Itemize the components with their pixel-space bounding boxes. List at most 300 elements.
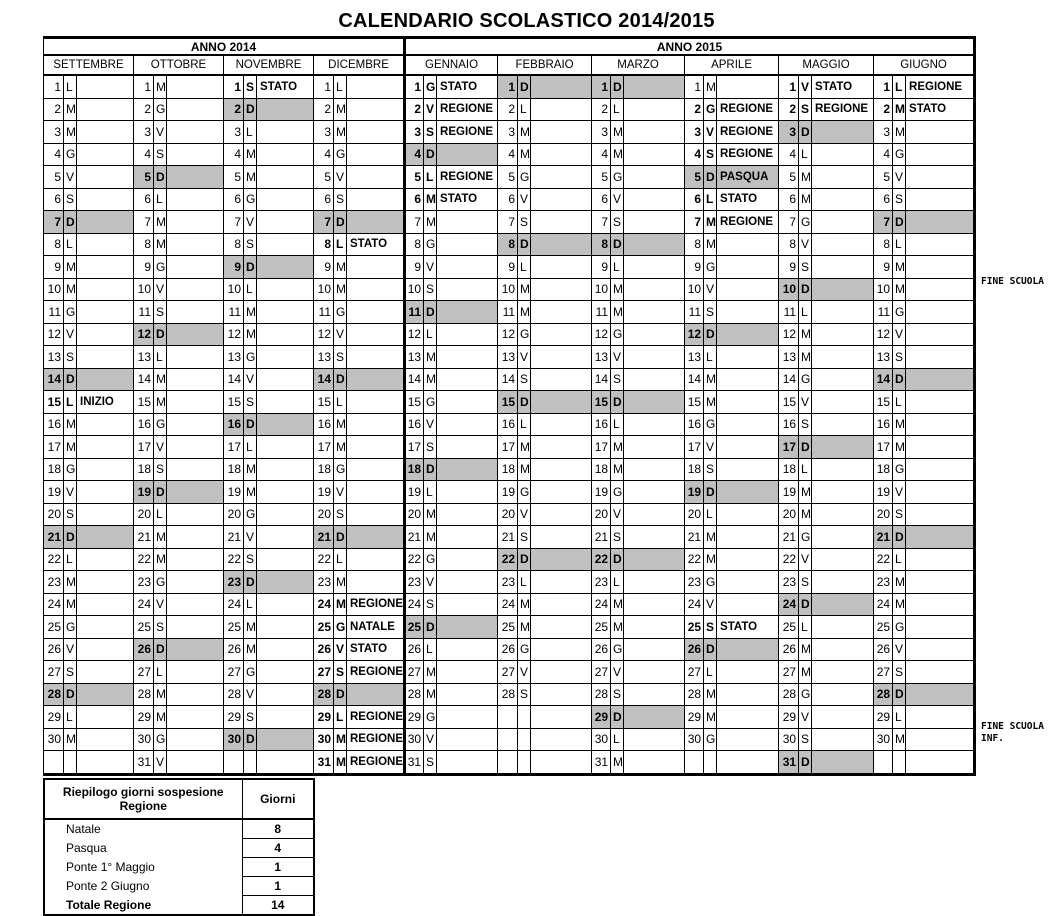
day-number: 8 bbox=[44, 233, 64, 256]
day-note bbox=[531, 436, 592, 459]
summary-row-name: Ponte 1° Maggio bbox=[44, 858, 242, 877]
day-number: 23 bbox=[224, 571, 244, 594]
day-number: 2 bbox=[874, 98, 893, 121]
day-note bbox=[437, 143, 498, 166]
day-note bbox=[906, 661, 975, 684]
weekday-letter: L bbox=[799, 616, 812, 639]
weekday-letter: M bbox=[518, 143, 531, 166]
summary-total-row bbox=[44, 896, 314, 916]
day-note bbox=[906, 278, 975, 301]
day-note bbox=[812, 638, 874, 661]
weekday-letter: D bbox=[799, 121, 812, 144]
day-number: 25 bbox=[685, 616, 704, 639]
weekday-letter: V bbox=[64, 166, 77, 189]
summary-row bbox=[44, 839, 314, 858]
day-number: 14 bbox=[314, 368, 334, 391]
day-number: 19 bbox=[314, 481, 334, 504]
weekday-letter: M bbox=[64, 728, 77, 751]
weekday-letter: V bbox=[424, 413, 437, 436]
calendar-row bbox=[44, 256, 975, 279]
day-note bbox=[167, 481, 224, 504]
day-note bbox=[812, 323, 874, 346]
day-note: REGIONE bbox=[906, 75, 975, 98]
day-number: 6 bbox=[44, 188, 64, 211]
day-number: 21 bbox=[405, 526, 424, 549]
day-note bbox=[77, 526, 134, 549]
day-number: 28 bbox=[779, 683, 799, 706]
day-note bbox=[906, 616, 975, 639]
month-header: MAGGIO bbox=[779, 55, 874, 75]
day-note bbox=[906, 683, 975, 706]
weekday-letter: G bbox=[334, 301, 347, 324]
day-note bbox=[77, 166, 134, 189]
weekday-letter: D bbox=[611, 391, 624, 414]
day-number: 16 bbox=[779, 413, 799, 436]
day-number: 9 bbox=[134, 256, 154, 279]
weekday-letter: M bbox=[334, 728, 347, 751]
weekday-letter: S bbox=[611, 683, 624, 706]
day-note bbox=[624, 548, 685, 571]
weekday-letter: M bbox=[518, 301, 531, 324]
day-note bbox=[437, 661, 498, 684]
weekday-letter: D bbox=[154, 481, 167, 504]
day-number: 3 bbox=[779, 121, 799, 144]
day-number: 1 bbox=[314, 75, 334, 98]
day-note bbox=[531, 751, 592, 775]
summary-row-value: 8 bbox=[242, 819, 314, 839]
weekday-letter bbox=[518, 706, 531, 729]
day-number: 20 bbox=[874, 503, 893, 526]
day-number: 8 bbox=[592, 233, 611, 256]
day-note bbox=[257, 323, 314, 346]
day-note bbox=[906, 143, 975, 166]
weekday-letter: L bbox=[244, 121, 257, 144]
day-number: 3 bbox=[498, 121, 518, 144]
day-note bbox=[437, 256, 498, 279]
day-number: 13 bbox=[405, 346, 424, 369]
day-number: 29 bbox=[134, 706, 154, 729]
weekday-letter: V bbox=[154, 278, 167, 301]
day-note bbox=[624, 368, 685, 391]
weekday-letter: M bbox=[64, 121, 77, 144]
day-number bbox=[224, 751, 244, 775]
weekday-letter: L bbox=[334, 391, 347, 414]
calendar-row bbox=[44, 391, 975, 414]
day-note bbox=[624, 121, 685, 144]
weekday-letter: D bbox=[611, 233, 624, 256]
weekday-letter: M bbox=[334, 413, 347, 436]
day-number: 3 bbox=[314, 121, 334, 144]
day-number: 11 bbox=[314, 301, 334, 324]
day-number: 25 bbox=[874, 616, 893, 639]
weekday-letter: G bbox=[64, 301, 77, 324]
day-number: 8 bbox=[498, 233, 518, 256]
calendar-row bbox=[44, 278, 975, 301]
day-number bbox=[44, 751, 64, 775]
day-number: 8 bbox=[779, 233, 799, 256]
day-number: 26 bbox=[405, 638, 424, 661]
day-number: 1 bbox=[224, 75, 244, 98]
weekday-letter: V bbox=[424, 98, 437, 121]
weekday-letter: V bbox=[518, 188, 531, 211]
day-number: 20 bbox=[405, 503, 424, 526]
calendar-row bbox=[44, 481, 975, 504]
day-number: 7 bbox=[592, 211, 611, 234]
day-note bbox=[906, 706, 975, 729]
day-number: 26 bbox=[314, 638, 334, 661]
day-note bbox=[531, 98, 592, 121]
day-note bbox=[624, 346, 685, 369]
day-number: 28 bbox=[592, 683, 611, 706]
day-number: 24 bbox=[685, 593, 704, 616]
weekday-letter: M bbox=[799, 638, 812, 661]
weekday-letter: L bbox=[154, 503, 167, 526]
weekday-letter: M bbox=[64, 571, 77, 594]
weekday-letter: G bbox=[518, 166, 531, 189]
day-note bbox=[77, 436, 134, 459]
weekday-letter: L bbox=[611, 256, 624, 279]
day-note bbox=[906, 526, 975, 549]
day-number: 23 bbox=[874, 571, 893, 594]
weekday-letter: V bbox=[154, 436, 167, 459]
summary-row-value: 4 bbox=[242, 839, 314, 858]
day-note bbox=[812, 706, 874, 729]
day-note bbox=[437, 751, 498, 775]
day-number: 19 bbox=[779, 481, 799, 504]
day-number: 11 bbox=[498, 301, 518, 324]
weekday-letter: G bbox=[244, 661, 257, 684]
day-note: STATO bbox=[257, 75, 314, 98]
weekday-letter: V bbox=[704, 593, 717, 616]
weekday-letter: D bbox=[893, 683, 906, 706]
day-note bbox=[77, 368, 134, 391]
weekday-letter: G bbox=[334, 143, 347, 166]
day-note bbox=[257, 233, 314, 256]
weekday-letter: S bbox=[64, 661, 77, 684]
day-note bbox=[167, 548, 224, 571]
day-number: 1 bbox=[498, 75, 518, 98]
weekday-letter: S bbox=[334, 661, 347, 684]
day-note bbox=[717, 571, 779, 594]
calendar-row bbox=[44, 323, 975, 346]
day-number bbox=[498, 706, 518, 729]
weekday-letter: S bbox=[611, 211, 624, 234]
weekday-letter: S bbox=[704, 143, 717, 166]
weekday-letter bbox=[518, 728, 531, 751]
day-note bbox=[167, 503, 224, 526]
day-note bbox=[437, 391, 498, 414]
day-number: 16 bbox=[592, 413, 611, 436]
day-number: 6 bbox=[405, 188, 424, 211]
day-number: 31 bbox=[592, 751, 611, 775]
day-number: 16 bbox=[405, 413, 424, 436]
weekday-letter: D bbox=[424, 143, 437, 166]
day-note bbox=[717, 481, 779, 504]
day-number: 13 bbox=[44, 346, 64, 369]
day-note bbox=[717, 503, 779, 526]
day-number: 17 bbox=[314, 436, 334, 459]
weekday-letter: M bbox=[893, 413, 906, 436]
calendar-row bbox=[44, 188, 975, 211]
day-number: 18 bbox=[44, 458, 64, 481]
weekday-letter: G bbox=[244, 503, 257, 526]
day-number: 20 bbox=[314, 503, 334, 526]
day-note bbox=[437, 368, 498, 391]
weekday-letter: M bbox=[704, 706, 717, 729]
calendar-row bbox=[44, 571, 975, 594]
weekday-letter: G bbox=[334, 458, 347, 481]
weekday-letter: L bbox=[154, 188, 167, 211]
day-note: REGIONE bbox=[347, 706, 405, 729]
weekday-letter: S bbox=[799, 98, 812, 121]
weekday-letter: L bbox=[893, 233, 906, 256]
day-note bbox=[531, 458, 592, 481]
day-number: 24 bbox=[224, 593, 244, 616]
day-number: 1 bbox=[874, 75, 893, 98]
day-number: 24 bbox=[592, 593, 611, 616]
weekday-letter: S bbox=[799, 256, 812, 279]
day-note bbox=[624, 301, 685, 324]
day-note bbox=[624, 638, 685, 661]
day-number: 19 bbox=[405, 481, 424, 504]
day-number: 22 bbox=[224, 548, 244, 571]
weekday-letter: V bbox=[799, 548, 812, 571]
day-number: 22 bbox=[405, 548, 424, 571]
weekday-letter: M bbox=[799, 166, 812, 189]
day-number: 15 bbox=[405, 391, 424, 414]
weekday-letter: M bbox=[334, 256, 347, 279]
day-number: 1 bbox=[134, 75, 154, 98]
day-number: 18 bbox=[498, 458, 518, 481]
weekday-letter: G bbox=[893, 458, 906, 481]
day-number: 6 bbox=[592, 188, 611, 211]
weekday-letter bbox=[64, 751, 77, 775]
day-note bbox=[717, 548, 779, 571]
weekday-letter: D bbox=[244, 728, 257, 751]
day-number: 21 bbox=[685, 526, 704, 549]
weekday-letter: L bbox=[893, 548, 906, 571]
weekday-letter: S bbox=[154, 458, 167, 481]
day-number: 29 bbox=[405, 706, 424, 729]
weekday-letter: M bbox=[64, 413, 77, 436]
day-number: 11 bbox=[592, 301, 611, 324]
calendar-row bbox=[44, 706, 975, 729]
day-note bbox=[437, 728, 498, 751]
day-note bbox=[257, 481, 314, 504]
day-number: 18 bbox=[685, 458, 704, 481]
weekday-letter: G bbox=[64, 616, 77, 639]
day-note bbox=[624, 503, 685, 526]
weekday-letter: G bbox=[244, 346, 257, 369]
day-note bbox=[77, 706, 134, 729]
day-note bbox=[906, 593, 975, 616]
calendar-row bbox=[44, 143, 975, 166]
day-number: 10 bbox=[224, 278, 244, 301]
day-number: 13 bbox=[314, 346, 334, 369]
day-note bbox=[437, 503, 498, 526]
day-note bbox=[347, 481, 405, 504]
day-note bbox=[624, 256, 685, 279]
day-note bbox=[257, 728, 314, 751]
summary-row bbox=[44, 877, 314, 896]
day-note bbox=[77, 728, 134, 751]
day-note bbox=[906, 503, 975, 526]
day-note bbox=[812, 391, 874, 414]
weekday-letter: S bbox=[334, 346, 347, 369]
weekday-letter: D bbox=[424, 458, 437, 481]
weekday-letter: L bbox=[334, 548, 347, 571]
weekday-letter: G bbox=[518, 323, 531, 346]
day-note bbox=[347, 526, 405, 549]
year-header: ANNO 2014 bbox=[44, 38, 405, 56]
day-note bbox=[812, 683, 874, 706]
weekday-letter: V bbox=[611, 188, 624, 211]
weekday-letter bbox=[244, 751, 257, 775]
day-number: 9 bbox=[874, 256, 893, 279]
weekday-letter: M bbox=[154, 368, 167, 391]
day-number: 16 bbox=[134, 413, 154, 436]
day-number: 24 bbox=[134, 593, 154, 616]
weekday-letter: M bbox=[154, 233, 167, 256]
day-number: 29 bbox=[874, 706, 893, 729]
day-note bbox=[347, 278, 405, 301]
weekday-letter: D bbox=[704, 638, 717, 661]
calendar-row bbox=[44, 121, 975, 144]
day-note bbox=[531, 503, 592, 526]
day-note bbox=[257, 526, 314, 549]
day-number: 18 bbox=[405, 458, 424, 481]
day-note bbox=[257, 391, 314, 414]
calendar-row bbox=[44, 233, 975, 256]
day-number: 13 bbox=[498, 346, 518, 369]
calendar-row bbox=[44, 751, 975, 775]
day-number: 27 bbox=[134, 661, 154, 684]
day-number: 12 bbox=[592, 323, 611, 346]
day-note bbox=[906, 346, 975, 369]
day-note bbox=[624, 526, 685, 549]
day-note bbox=[167, 346, 224, 369]
weekday-letter: L bbox=[704, 661, 717, 684]
day-number: 23 bbox=[779, 571, 799, 594]
day-note bbox=[906, 166, 975, 189]
day-note bbox=[257, 661, 314, 684]
day-note bbox=[77, 121, 134, 144]
day-number: 7 bbox=[779, 211, 799, 234]
day-number: 21 bbox=[498, 526, 518, 549]
day-number: 25 bbox=[224, 616, 244, 639]
day-number: 27 bbox=[314, 661, 334, 684]
weekday-letter: V bbox=[893, 638, 906, 661]
day-note bbox=[531, 481, 592, 504]
day-note bbox=[531, 75, 592, 98]
day-note bbox=[167, 323, 224, 346]
day-note bbox=[906, 436, 975, 459]
weekday-letter: M bbox=[611, 278, 624, 301]
day-note bbox=[531, 706, 592, 729]
day-number: 12 bbox=[685, 323, 704, 346]
day-note bbox=[437, 233, 498, 256]
day-number bbox=[685, 751, 704, 775]
weekday-letter: G bbox=[424, 391, 437, 414]
weekday-letter: M bbox=[154, 683, 167, 706]
weekday-letter: M bbox=[518, 593, 531, 616]
weekday-letter: G bbox=[799, 683, 812, 706]
day-number: 12 bbox=[874, 323, 893, 346]
day-note bbox=[531, 391, 592, 414]
day-number: 1 bbox=[592, 75, 611, 98]
weekday-letter: D bbox=[704, 323, 717, 346]
day-note bbox=[624, 211, 685, 234]
day-number: 20 bbox=[44, 503, 64, 526]
day-note bbox=[906, 233, 975, 256]
weekday-letter: M bbox=[518, 458, 531, 481]
day-number: 3 bbox=[405, 121, 424, 144]
day-note bbox=[167, 728, 224, 751]
day-number: 15 bbox=[314, 391, 334, 414]
day-note bbox=[906, 751, 975, 775]
day-number: 18 bbox=[874, 458, 893, 481]
weekday-letter: D bbox=[611, 548, 624, 571]
day-number: 5 bbox=[224, 166, 244, 189]
summary-table bbox=[43, 778, 315, 916]
day-number: 20 bbox=[592, 503, 611, 526]
weekday-letter: V bbox=[244, 683, 257, 706]
day-note: STATO bbox=[347, 233, 405, 256]
weekday-letter: D bbox=[244, 98, 257, 121]
day-number: 17 bbox=[405, 436, 424, 459]
day-number: 5 bbox=[498, 166, 518, 189]
day-note bbox=[77, 661, 134, 684]
day-number: 14 bbox=[685, 368, 704, 391]
day-note: REGIONE bbox=[437, 98, 498, 121]
weekday-letter: L bbox=[424, 323, 437, 346]
day-number: 17 bbox=[224, 436, 244, 459]
day-number: 9 bbox=[314, 256, 334, 279]
day-note bbox=[347, 548, 405, 571]
day-note bbox=[906, 391, 975, 414]
weekday-letter: S bbox=[799, 728, 812, 751]
day-number: 7 bbox=[498, 211, 518, 234]
weekday-letter: G bbox=[334, 616, 347, 639]
day-number: 30 bbox=[874, 728, 893, 751]
calendar-row bbox=[44, 683, 975, 706]
day-number: 30 bbox=[405, 728, 424, 751]
weekday-letter: M bbox=[334, 751, 347, 775]
weekday-letter: G bbox=[611, 166, 624, 189]
day-note bbox=[624, 683, 685, 706]
day-number: 30 bbox=[779, 728, 799, 751]
weekday-letter: D bbox=[611, 706, 624, 729]
day-note: REGIONE bbox=[717, 98, 779, 121]
weekday-letter: V bbox=[424, 256, 437, 279]
year-header: ANNO 2015 bbox=[405, 38, 975, 56]
day-number: 31 bbox=[405, 751, 424, 775]
day-number: 19 bbox=[224, 481, 244, 504]
day-note bbox=[437, 278, 498, 301]
day-note bbox=[717, 301, 779, 324]
day-number: 4 bbox=[44, 143, 64, 166]
day-note bbox=[812, 571, 874, 594]
day-note bbox=[717, 323, 779, 346]
day-note bbox=[257, 413, 314, 436]
day-note bbox=[717, 233, 779, 256]
day-number: 8 bbox=[685, 233, 704, 256]
day-number: 8 bbox=[224, 233, 244, 256]
day-note: STATO bbox=[347, 638, 405, 661]
weekday-letter: V bbox=[893, 166, 906, 189]
weekday-letter: S bbox=[799, 413, 812, 436]
day-note: REGIONE bbox=[717, 121, 779, 144]
